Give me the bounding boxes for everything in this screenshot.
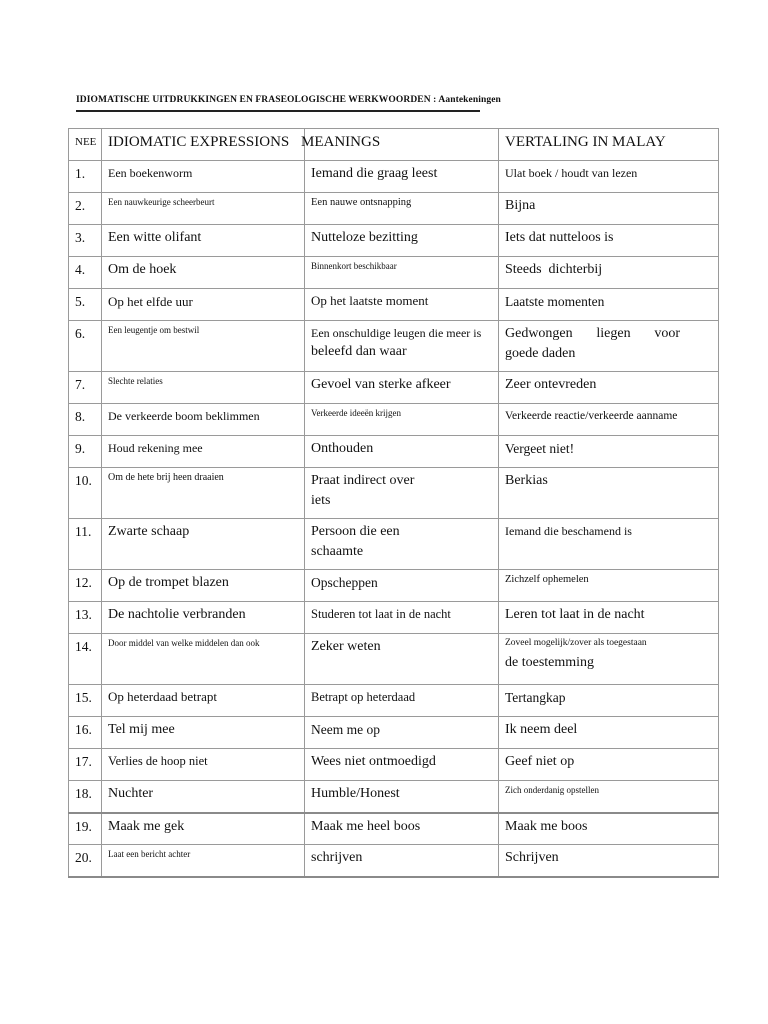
expression-text: Zwarte schaap: [108, 524, 190, 539]
expression-cell: [102, 404, 305, 436]
translation-cell: [499, 468, 719, 519]
expression-text: Op het elfde uur: [108, 294, 193, 309]
row-number: 19.: [69, 813, 102, 845]
expression-text: De nachtolie verbranden: [108, 607, 246, 622]
meaning-cell: [305, 781, 499, 813]
row-number: 12.: [69, 570, 102, 602]
table-row: [69, 749, 719, 781]
expression-text: Nuchter: [108, 786, 154, 801]
row-number: 14.: [69, 634, 102, 685]
expression-text: Een witte olifant: [108, 230, 202, 245]
table-row: [69, 257, 719, 289]
expression-text: Om de hete brij heen draaien: [108, 472, 224, 483]
meaning-cell: [305, 845, 499, 877]
translation-text: Zichzelf ophemelen: [505, 574, 589, 585]
translation-text: Maak me boos: [505, 818, 588, 834]
row-number: 11.: [69, 519, 102, 570]
row-number: 20.: [69, 845, 102, 877]
expression-cell: [102, 468, 305, 519]
meaning-cell: [305, 813, 499, 845]
expression-cell: [102, 257, 305, 289]
translation-cell: [499, 749, 719, 781]
translation-cell: [499, 289, 719, 321]
table-row: [69, 436, 719, 468]
document-title: [76, 95, 501, 105]
row-number: 1.: [69, 161, 102, 193]
meaning-cell: [305, 570, 499, 602]
row-number: 6.: [69, 321, 102, 372]
expression-cell: [102, 161, 305, 193]
translation-cell: [499, 404, 719, 436]
translation-cell: [499, 372, 719, 404]
translation-cell: [499, 602, 719, 634]
expression-text: Verlies de hoop niet: [108, 754, 208, 768]
expression-text: De verkeerde boom beklimmen: [108, 409, 260, 423]
translation-text: Zeer ontevreden: [505, 377, 597, 392]
table-row: [69, 468, 719, 519]
translation-text: Ik neem deel: [505, 722, 578, 737]
row-number: 10.: [69, 468, 102, 519]
translation-text: Iets dat nutteloos is: [505, 230, 614, 245]
translation-text-line2: goede daden: [505, 346, 576, 361]
translation-cell: [499, 685, 719, 717]
row-number: 3.: [69, 225, 102, 257]
translation-cell: [499, 257, 719, 289]
meaning-text-line2: schaamte: [311, 544, 364, 559]
translation-cell: [499, 634, 719, 685]
row-number: 4.: [69, 257, 102, 289]
header-meanings: [301, 129, 499, 161]
translation-cell: [499, 717, 719, 749]
meaning-cell: [305, 257, 499, 289]
translation-text: Iemand die beschamend is: [505, 524, 632, 538]
expression-text: Een nauwkeurige scheerbeurt: [108, 197, 215, 207]
expression-cell: [102, 685, 305, 717]
meaning-text: Studeren tot laat in de nacht: [311, 607, 451, 621]
meaning-text: Humble/Honest: [311, 786, 400, 801]
meaning-text: Praat indirect over: [311, 473, 415, 488]
expression-cell: [102, 289, 305, 321]
table-row: [69, 717, 719, 749]
meaning-text: Persoon die een: [311, 524, 400, 539]
table-row: [69, 161, 719, 193]
expression-text: Laat een bericht achter: [108, 849, 191, 859]
idioms-table: [68, 128, 719, 878]
expression-cell: [102, 634, 305, 685]
expression-cell: [102, 570, 305, 602]
meaning-cell: [305, 321, 499, 372]
header-meanings-label: MEANINGS: [301, 134, 381, 150]
translation-cell: [499, 161, 719, 193]
table-row: [69, 372, 719, 404]
meaning-text: Opscheppen: [311, 575, 378, 590]
table-row: [69, 781, 719, 813]
meaning-text: Maak me heel boos: [311, 818, 421, 834]
expression-cell: [102, 602, 305, 634]
row-number: 13.: [69, 602, 102, 634]
meaning-cell: [305, 193, 499, 225]
meaning-cell: [305, 685, 499, 717]
row-number: 8.: [69, 404, 102, 436]
translation-text: Steeds dichterbij: [505, 262, 603, 277]
row-number: 9.: [69, 436, 102, 468]
header-expressions: IDIOMATIC EXPRESSIONS: [102, 129, 305, 161]
header-translation: VERTALING IN MALAY: [499, 129, 719, 161]
expression-cell: [102, 845, 305, 877]
table-row: [69, 225, 719, 257]
meaning-cell: [305, 436, 499, 468]
row-number: 7.: [69, 372, 102, 404]
translation-cell: [499, 193, 719, 225]
meaning-cell: [305, 372, 499, 404]
translation-cell: [499, 781, 719, 813]
translation-cell: [499, 519, 719, 570]
expression-text: Door middel van welke middelen dan ook: [108, 638, 260, 648]
expression-text: Op heterdaad betrapt: [108, 689, 218, 704]
table-row: [69, 519, 719, 570]
table-row: [69, 321, 719, 372]
row-number: 18.: [69, 781, 102, 813]
expression-cell: [102, 193, 305, 225]
title-underline: [76, 110, 480, 112]
table-row: [69, 685, 719, 717]
meaning-text: Binnenkort beschikbaar: [311, 261, 397, 271]
translation-text: Ulat boek / houdt van lezen: [505, 166, 638, 180]
table-row: [69, 845, 719, 877]
row-number: 15.: [69, 685, 102, 717]
expression-cell: [102, 813, 305, 845]
meaning-text: Betrapt op heterdaad: [311, 690, 416, 704]
row-number: 17.: [69, 749, 102, 781]
translation-text: Zich onderdanig opstellen: [505, 785, 599, 795]
translation-text: Verkeerde reactie/verkeerde aanname: [505, 410, 678, 422]
row-number: 2.: [69, 193, 102, 225]
meaning-cell: [305, 289, 499, 321]
translation-text: Tertangkap: [505, 690, 566, 705]
table-row: [69, 404, 719, 436]
meaning-text: Een onschuldige leugen die meer is: [311, 326, 482, 340]
expression-cell: [102, 321, 305, 372]
translation-cell: [499, 813, 719, 845]
translation-text: Laatste momenten: [505, 294, 605, 309]
translation-text: Leren tot laat in de nacht: [505, 607, 645, 622]
meaning-text: Een nauwe ontsnapping: [311, 197, 412, 208]
translation-text: Schrijven: [505, 850, 559, 865]
header-row: [69, 129, 719, 161]
translation-text: Berkias: [505, 473, 548, 488]
meaning-text: Onthouden: [311, 441, 374, 456]
expression-cell: [102, 781, 305, 813]
expression-text: Slechte relaties: [108, 376, 163, 386]
expression-cell: [102, 225, 305, 257]
expression-text: Houd rekening mee: [108, 441, 203, 455]
table-row: [69, 813, 719, 845]
meaning-cell: [305, 602, 499, 634]
translation-text: Bijna: [505, 198, 536, 213]
meaning-text: Iemand die graag leest: [311, 166, 438, 181]
expression-text: Een leugentje om bestwil: [108, 325, 200, 335]
meaning-cell: [305, 717, 499, 749]
translation-text: Vergeet niet!: [505, 441, 575, 456]
meaning-text: Wees niet ontmoedigd: [311, 754, 436, 769]
meaning-text-line2: beleefd dan waar: [311, 344, 407, 359]
expression-cell: [102, 519, 305, 570]
expression-cell: [102, 372, 305, 404]
meaning-cell: [305, 749, 499, 781]
expression-text: Een boekenworm: [108, 166, 193, 180]
translation-cell: [499, 321, 719, 372]
translation-text: Gedwongen liegen voor: [505, 326, 680, 341]
translation-text: Zoveel mogelijk/zover als toegestaan: [505, 638, 647, 648]
row-number: 16.: [69, 717, 102, 749]
meaning-cell: [305, 161, 499, 193]
translation-cell: [499, 570, 719, 602]
translation-text-line2: de toestemming: [505, 655, 595, 670]
table-row: [69, 193, 719, 225]
translation-cell: [499, 845, 719, 877]
meaning-text: Verkeerde ideeën krijgen: [311, 408, 401, 418]
expression-text: Maak me gek: [108, 818, 185, 834]
table-row: [69, 634, 719, 685]
expression-text: Op de trompet blazen: [108, 575, 229, 590]
meaning-text: schrijven: [311, 850, 363, 865]
expression-cell: [102, 436, 305, 468]
meaning-text-line2: iets: [311, 493, 331, 508]
meaning-cell: [305, 404, 499, 436]
row-number: 5.: [69, 289, 102, 321]
header-number: NEE: [69, 129, 102, 161]
meaning-text: Zeker weten: [311, 639, 381, 654]
meaning-text: Gevoel van sterke afkeer: [311, 377, 451, 392]
meaning-cell: [305, 519, 499, 570]
translation-cell: [499, 436, 719, 468]
meaning-text: Nutteloze bezitting: [311, 230, 418, 245]
meaning-cell: [305, 634, 499, 685]
meaning-cell: [305, 468, 499, 519]
expression-text: Om de hoek: [108, 262, 177, 277]
table-row: [69, 570, 719, 602]
expression-cell: [102, 749, 305, 781]
meaning-cell: [305, 225, 499, 257]
meaning-text: Op het laatste moment: [311, 293, 429, 308]
expression-text: Tel mij mee: [108, 722, 175, 737]
translation-text: Geef niet op: [505, 754, 575, 769]
document-title-main: IDIOMATISCHE UITDRUKKINGEN EN FRASEOLOGISCHE WERKWOORDEN: [76, 95, 431, 105]
translation-cell: [499, 225, 719, 257]
meaning-text: Neem me op: [311, 722, 380, 737]
table-row: [69, 289, 719, 321]
expression-cell: [102, 717, 305, 749]
document-title-suffix: : Aantekeningen: [430, 95, 501, 105]
table-row: [69, 602, 719, 634]
